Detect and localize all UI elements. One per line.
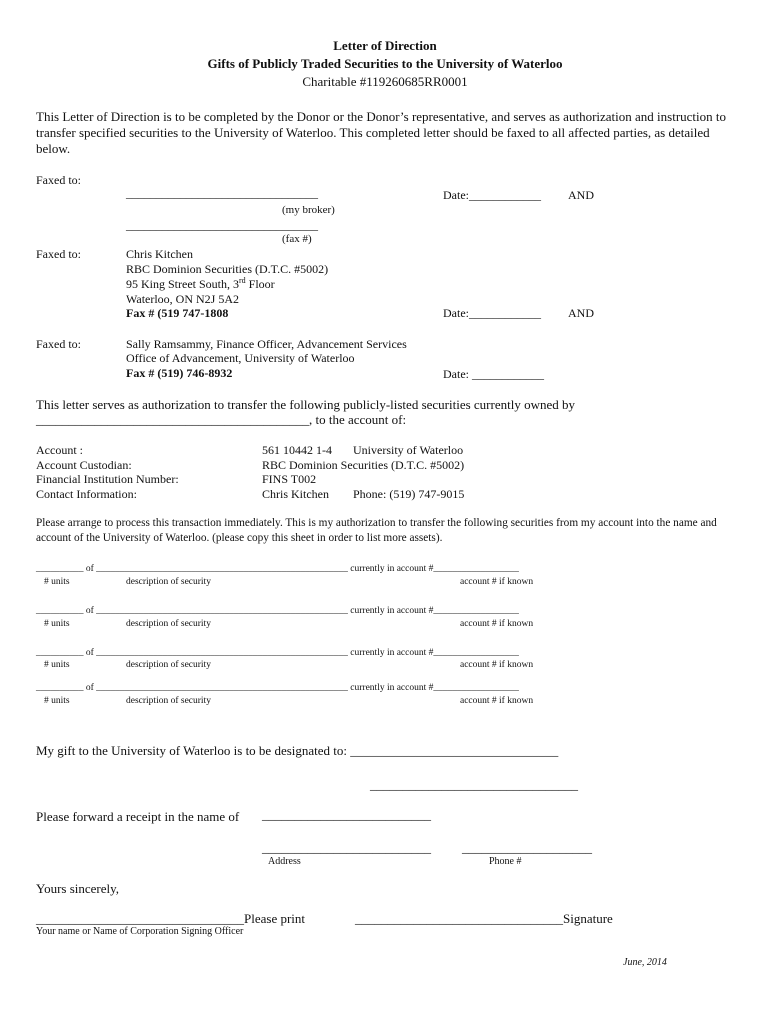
fax2-fax-number: Fax # (519 747-1808: [126, 306, 229, 320]
security-row-3-line[interactable]: __________ of _____________________________________________________ currently in account #__________________: [36, 648, 519, 658]
security-row-4-units-caption: # units: [44, 696, 70, 706]
security-row-2-desc-caption: description of security: [126, 619, 211, 629]
security-row-4-line[interactable]: __________ of _____________________________________________________ currently in account #__________________: [36, 683, 519, 693]
security-row-1-line[interactable]: __________ of _____________________________________________________ currently in account #__________________: [36, 564, 519, 574]
security-row-2-account-caption: account # if known: [460, 619, 534, 629]
fax3-name: Sally Ramsammy, Finance Officer, Advancement Services: [126, 337, 407, 351]
fax2-address: 95 King Street South, 3rd Floor: [126, 276, 275, 291]
document-subtitle: Gifts of Publicly Traded Securities to the University of Waterloo: [207, 56, 563, 71]
contact-value: Chris Kitchen: [262, 487, 329, 501]
security-row-2-units-caption: # units: [44, 619, 70, 629]
fax2-name: Chris Kitchen: [126, 247, 193, 261]
fax1-and: AND: [568, 188, 594, 202]
receipt-label: Please forward a receipt in the name of: [36, 809, 240, 824]
security-row-4-desc-caption: description of security: [126, 696, 211, 706]
security-row-2-line[interactable]: __________ of _____________________________________________________ currently in account #__________________: [36, 606, 519, 616]
intro-paragraph: This Letter of Direction is to be completed by the Donor or the Donor’s representative, and serves as authorization and instruction to transfer specified securities to the University of Waterloo. This completed letter should be faxed to all affected parties, as detailed below.: [36, 109, 727, 156]
fax1-label: Faxed to:: [36, 173, 81, 187]
security-row-3-units-caption: # units: [44, 660, 70, 670]
security-row-1-account-caption: account # if known: [460, 577, 534, 587]
fin-inst-label: Financial Institution Number:: [36, 472, 179, 486]
authorization-line2[interactable]: __________________________________________, to the account of:: [36, 412, 407, 427]
fax3-office: Office of Advancement, University of Waterloo: [126, 351, 355, 365]
fax2-company: RBC Dominion Securities (D.T.C. #5002): [126, 262, 329, 276]
fax1-date-field[interactable]: Date:____________: [443, 188, 541, 202]
instructions-paragraph: Please arrange to process this transaction immediately. This is my authorization to transfer the following securities from my account into the name and account of the University of Waterloo. (please copy this sheet in order to list more assets).: [36, 517, 717, 544]
broker-fax-caption: (fax #): [282, 233, 312, 245]
receipt-address-field[interactable]: __________________________: [262, 840, 431, 855]
closing-sincerely: Yours sincerely,: [36, 881, 120, 896]
fax2-and: AND: [568, 306, 594, 320]
account-owner: University of Waterloo: [353, 443, 464, 457]
account-value: 561 10442 1-4: [262, 443, 332, 457]
charitable-number: Charitable #119260685RR0001: [302, 74, 468, 89]
print-name-caption: Your name or Name of Corporation Signing Officer: [36, 926, 244, 937]
revision-date: June, 2014: [623, 957, 667, 968]
fin-inst-value: FINS T002: [262, 472, 317, 486]
custodian-label: Account Custodian:: [36, 458, 132, 472]
fax3-label: Faxed to:: [36, 337, 81, 351]
fax3-fax-number: Fax # (519) 746-8932: [126, 366, 233, 380]
designation-field-line2[interactable]: ________________________________: [370, 777, 578, 792]
security-row-3-account-caption: account # if known: [460, 660, 534, 670]
security-row-1-desc-caption: description of security: [126, 577, 211, 587]
security-row-3-desc-caption: description of security: [126, 660, 211, 670]
security-row-4-account-caption: account # if known: [460, 696, 534, 706]
receipt-phone-field[interactable]: ____________________: [462, 840, 592, 855]
contact-phone: Phone: (519) 747-9015: [353, 487, 465, 501]
broker-fax-field[interactable]: ________________________________: [126, 218, 318, 232]
authorization-line1: This letter serves as authorization to transfer the following publicly-listed securities currently owned by: [36, 397, 575, 412]
fax2-date-field[interactable]: Date:____________: [443, 306, 541, 320]
designation-field[interactable]: My gift to the University of Waterloo is to be designated to: ________________________________: [36, 743, 559, 758]
broker-field[interactable]: ________________________________: [126, 186, 318, 200]
broker-caption: (my broker): [282, 204, 335, 216]
account-label: Account :: [36, 443, 83, 457]
fax2-label: Faxed to:: [36, 247, 81, 261]
address-caption: Address: [268, 856, 301, 867]
phone-caption: Phone #: [489, 856, 522, 867]
signature-field[interactable]: ________________________________Signature: [355, 911, 613, 926]
fax3-date-field[interactable]: Date: ____________: [443, 367, 544, 381]
print-name-field[interactable]: ________________________________Please print: [36, 911, 306, 926]
security-row-1-units-caption: # units: [44, 577, 70, 587]
custodian-value: RBC Dominion Securities (D.T.C. #5002): [262, 458, 465, 472]
document-title: Letter of Direction: [333, 38, 437, 53]
receipt-name-field[interactable]: __________________________: [262, 807, 431, 822]
fax2-city: Waterloo, ON N2J 5A2: [126, 292, 240, 306]
contact-label: Contact Information:: [36, 487, 137, 501]
